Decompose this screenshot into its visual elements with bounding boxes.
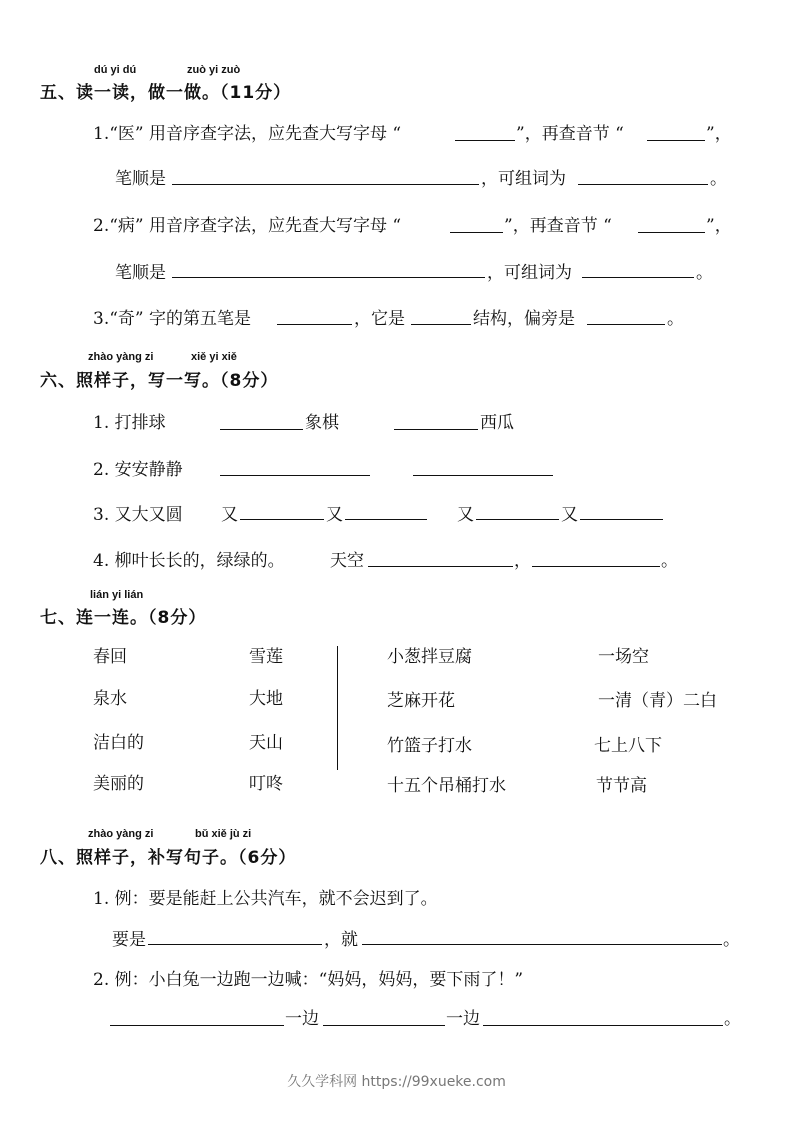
section-6-title: 六、照样子，写一写。（8分） — [40, 371, 279, 391]
match-left-a-4[interactable]: 美丽的 — [93, 774, 144, 794]
q8-2-blank-2[interactable] — [323, 1025, 445, 1026]
pinyin-du-yi-du: dú yi dú — [94, 64, 137, 76]
q5-3-text-d: 。 — [667, 309, 684, 329]
match-right-b-3[interactable]: 七上八下 — [594, 736, 662, 756]
q5-3-stroke-blank[interactable] — [277, 324, 352, 325]
q5-1-stroke-blank[interactable] — [172, 184, 479, 185]
q6-1-text-a: 1. 打排球 — [93, 413, 166, 433]
q6-2-text-a: 2. 安安静静 — [93, 460, 183, 480]
q5-1-text-b: ”，再查音节 “ — [516, 124, 624, 144]
q8-2-blank-3[interactable] — [483, 1025, 723, 1026]
match-right-b-2[interactable]: 一清（青）二白 — [598, 691, 717, 711]
match-left-a-1[interactable]: 春回 — [93, 647, 127, 667]
q8-2-text-b: 一边 — [446, 1009, 480, 1029]
match-left-a-3[interactable]: 洁白的 — [93, 733, 144, 753]
match-right-b-4[interactable]: 节节高 — [596, 776, 647, 796]
q6-3-blank-2[interactable] — [345, 519, 427, 520]
q8-2-text-a: 一边 — [285, 1009, 319, 1029]
q8-1-text-c: 。 — [723, 930, 740, 950]
match-left-b-2[interactable]: 大地 — [249, 689, 283, 709]
q6-1-blank-1[interactable] — [220, 429, 303, 430]
section-5-title: 五、读一读，做一做。（11分） — [40, 83, 292, 103]
pinyin-xie-yi-xie: xiě yi xiě — [191, 351, 237, 363]
q5-2-syllable-blank[interactable] — [638, 232, 705, 233]
q5-2-stroke-blank[interactable] — [172, 277, 485, 278]
footer-watermark: 久久学科网 https://99xueke.com — [287, 1074, 506, 1090]
match-right-a-2[interactable]: 芝麻开花 — [387, 691, 455, 711]
match-right-b-1[interactable]: 一场空 — [598, 647, 649, 667]
q5-2-text-b: ”，再查音节 “ — [504, 216, 612, 236]
q6-4-text-c: ， — [514, 551, 531, 571]
q6-3-you-1: 又 — [221, 505, 238, 525]
q6-3-blank-3[interactable] — [476, 519, 559, 520]
q5-2-text-d: 笔顺是 — [115, 263, 166, 283]
q6-2-blank-1[interactable] — [220, 475, 370, 476]
q8-1-text-a: 要是 — [112, 930, 146, 950]
match-left-a-2[interactable]: 泉水 — [93, 689, 127, 709]
q5-3-structure-blank[interactable] — [411, 324, 471, 325]
pinyin-lian-yi-lian: lián yi lián — [90, 589, 144, 601]
pinyin-bu-xie-ju-zi: bǔ xiě jù zi — [195, 828, 252, 840]
pinyin-zhao-yang-zi: zhào yàng zi — [88, 351, 154, 363]
q5-1-letter-blank[interactable] — [455, 140, 515, 141]
q5-3-text-a: 3.“奇” 字的第五笔是 — [93, 309, 252, 329]
q6-1-blank-2[interactable] — [394, 429, 478, 430]
q6-4-blank-1[interactable] — [368, 566, 513, 567]
q8-2-example: 2. 例：小白兔一边跑一边喊：“妈妈，妈妈，要下雨了！” — [93, 970, 524, 990]
q8-2-blank-1[interactable] — [110, 1025, 284, 1026]
q5-1-text-c: ”， — [706, 124, 732, 144]
q8-1-blank-2[interactable] — [362, 944, 722, 945]
q8-1-blank-1[interactable] — [148, 944, 322, 945]
q6-3-blank-4[interactable] — [580, 519, 663, 520]
q5-2-text-e: ，可组词为 — [487, 263, 572, 283]
match-left-b-3[interactable]: 天山 — [249, 733, 283, 753]
q5-2-text-a: 2.“病” 用音序查字法，应先查大写字母 “ — [93, 216, 402, 236]
q6-1-text-b: 象棋 — [305, 413, 339, 433]
q6-3-blank-1[interactable] — [240, 519, 324, 520]
q5-2-letter-blank[interactable] — [450, 232, 503, 233]
q5-2-text-c: ”， — [706, 216, 732, 236]
q5-1-text-e: ，可组词为 — [481, 169, 566, 189]
match-right-a-4[interactable]: 十五个吊桶打水 — [387, 776, 506, 796]
q5-1-syllable-blank[interactable] — [647, 140, 705, 141]
match-left-b-4[interactable]: 叮咚 — [249, 774, 283, 794]
q6-3-you-4: 又 — [561, 505, 578, 525]
q5-1-text-a: 1.“医” 用音序查字法，应先查大写字母 “ — [93, 124, 402, 144]
section-7-title: 七、连一连。（8分） — [40, 608, 207, 628]
q5-3-text-c: 结构，偏旁是 — [473, 309, 575, 329]
q5-3-radical-blank[interactable] — [587, 324, 665, 325]
q6-4-blank-2[interactable] — [532, 566, 660, 567]
q5-1-text-f: 。 — [710, 169, 727, 189]
q5-2-word-blank[interactable] — [582, 277, 694, 278]
match-right-a-1[interactable]: 小葱拌豆腐 — [387, 647, 472, 667]
match-right-a-3[interactable]: 竹篮子打水 — [387, 736, 472, 756]
q6-4-text-d: 。 — [661, 551, 678, 571]
q8-1-text-b: ，就 — [324, 930, 358, 950]
q5-1-word-blank[interactable] — [578, 184, 708, 185]
q6-4-text-b: 天空 — [330, 551, 364, 571]
q8-2-text-c: 。 — [724, 1009, 741, 1029]
pinyin-zhao-yang-zi-2: zhào yàng zi — [88, 828, 154, 840]
match-left-b-1[interactable]: 雪莲 — [249, 647, 283, 667]
q5-1-text-d: 笔顺是 — [115, 169, 166, 189]
q6-3-you-2: 又 — [326, 505, 343, 525]
q6-4-text-a: 4. 柳叶长长的，绿绿的。 — [93, 551, 285, 571]
pinyin-zuo-yi-zuo: zuò yi zuò — [187, 64, 241, 76]
q6-3-you-3: 又 — [457, 505, 474, 525]
divider-line — [337, 646, 338, 770]
section-8-title: 八、照样子，补写句子。（6分） — [40, 848, 297, 868]
q6-3-text-a: 3. 又大又圆 — [93, 505, 183, 525]
q6-2-blank-2[interactable] — [413, 475, 553, 476]
q5-3-text-b: ，它是 — [354, 309, 405, 329]
q8-1-example: 1. 例：要是能赶上公共汽车，就不会迟到了。 — [93, 889, 438, 909]
q5-2-text-f: 。 — [696, 263, 713, 283]
q6-1-text-c: 西瓜 — [480, 413, 514, 433]
